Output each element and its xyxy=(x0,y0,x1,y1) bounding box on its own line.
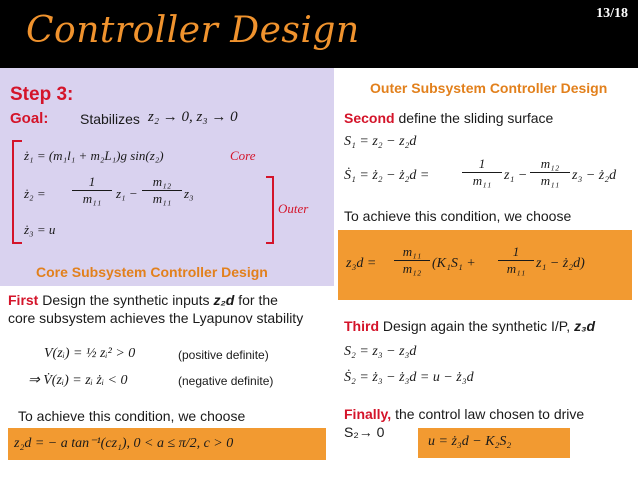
s2dot-equation: Ṡ₂ = ż₃ − ż₃d = u − ż₃d xyxy=(344,370,474,385)
first-line-2: core subsystem achieves the Lyapunov stability xyxy=(8,310,304,326)
header-bar xyxy=(0,0,638,68)
finally-text-2: S₂→ 0 xyxy=(344,424,385,440)
eq2-frac1-num: 1 xyxy=(72,174,112,191)
outer-section-title: Outer Subsystem Controller Design xyxy=(370,80,608,96)
second-text: define the sliding surface xyxy=(398,110,554,126)
s1dot-frac2-den: m₁₁ xyxy=(540,173,560,188)
core-section-title: Core Subsystem Controller Design xyxy=(36,264,268,280)
eq2-frac2-num: m₁₂ xyxy=(142,174,182,191)
second-label: Second xyxy=(344,110,395,126)
equation-z2dot-lhs: ż₂ = xyxy=(24,186,46,201)
z3d-end: z₁ − ż₂d) xyxy=(536,256,585,271)
core-label: Core xyxy=(230,148,256,163)
outer-brace xyxy=(266,176,274,244)
z3d-paren: (K₁S₁ + xyxy=(432,256,476,271)
s1dot-frac1-den: m₁₁ xyxy=(472,173,492,188)
z3d-frac2 xyxy=(498,244,534,277)
goal-text: Stabilizes xyxy=(80,111,140,127)
outer-label: Outer xyxy=(278,201,309,216)
z3d-frac1-den: m₁₂ xyxy=(402,261,422,276)
eq2-mid: z₁ − xyxy=(116,186,138,201)
slide-title: Controller Design xyxy=(26,10,360,51)
s1dot-mid: z₁ − xyxy=(504,168,528,183)
eq2-frac1-den: m₁₁ xyxy=(82,191,102,206)
eq2-frac2 xyxy=(142,174,182,207)
first-line xyxy=(8,292,278,308)
equation-z3dot: ż₃ = u xyxy=(24,222,56,237)
lyapunov-note-2: (negative definite) xyxy=(178,374,274,388)
first-var: z₂d xyxy=(213,292,235,308)
control-law: u = ż₃d − K₂S₂ xyxy=(428,434,512,449)
eq2-frac1 xyxy=(72,174,112,207)
s1dot-frac1-num: 1 xyxy=(462,156,502,173)
lyapunov-note-1: (positive definite) xyxy=(178,348,269,362)
s1dot-frac2 xyxy=(530,156,570,189)
z3d-frac1 xyxy=(394,244,430,277)
finally-line xyxy=(344,406,584,422)
lyapunov-function: V(zᵢ) = ½ zᵢ² > 0 xyxy=(44,346,136,361)
s1dot-end: z₃ − ż₂d xyxy=(572,168,617,183)
s1-equation: S₁ = z₂ − z₂d xyxy=(344,134,417,149)
left-achieve-text: To achieve this condition, we choose xyxy=(18,408,246,424)
z3d-lhs: z₃d = xyxy=(346,256,377,271)
page-number: 13/18 xyxy=(596,6,628,21)
finally-text: the control law chosen to drive xyxy=(395,406,585,422)
third-line xyxy=(344,318,595,334)
equation-z1dot: ż₁ = (m₁l₁ + m₂L₁)g sin(z₂) xyxy=(24,148,164,163)
first-text-end: for the xyxy=(238,292,278,308)
goal-math: z₂ → 0, z₃ → 0 xyxy=(148,109,238,125)
z2d-control-box xyxy=(8,428,326,460)
z2d-control-equation: z₂d = − a tan⁻¹(cz₁), 0 < a ≤ π/2, c > 0 xyxy=(14,436,234,451)
second-line xyxy=(344,110,553,126)
step-label: Step 3: xyxy=(10,84,74,105)
s1dot-lhs: Ṡ₁ = ż₂ − ż₂d = xyxy=(344,168,430,183)
z3d-frac2-den: m₁₁ xyxy=(506,261,526,276)
first-text: Design the synthetic inputs xyxy=(42,292,210,308)
first-label: First xyxy=(8,292,39,308)
system-brace xyxy=(12,140,22,244)
z3d-frac1-num: m₁₁ xyxy=(394,244,430,261)
third-text: Design again the synthetic I/P, xyxy=(382,318,571,334)
goal-label: Goal: xyxy=(10,110,49,127)
eq2-end: z₃ xyxy=(184,186,194,201)
z3d-frac2-num: 1 xyxy=(498,244,534,261)
third-var: z₃d xyxy=(574,318,596,334)
s2-equation: S₂ = z₃ − z₃d xyxy=(344,344,417,359)
lyapunov-derivative: ⇒ V̇(zᵢ) = zᵢ żᵢ < 0 xyxy=(28,373,128,388)
eq2-frac2-den: m₁₁ xyxy=(152,191,172,206)
control-law-box xyxy=(418,428,570,458)
right-achieve-text: To achieve this condition, we choose xyxy=(344,208,572,224)
finally-label: Finally, xyxy=(344,406,392,422)
s1dot-frac1 xyxy=(462,156,502,189)
third-label: Third xyxy=(344,318,379,334)
s1dot-frac2-num: m₁₂ xyxy=(530,156,570,173)
z3d-control-box xyxy=(338,230,632,300)
